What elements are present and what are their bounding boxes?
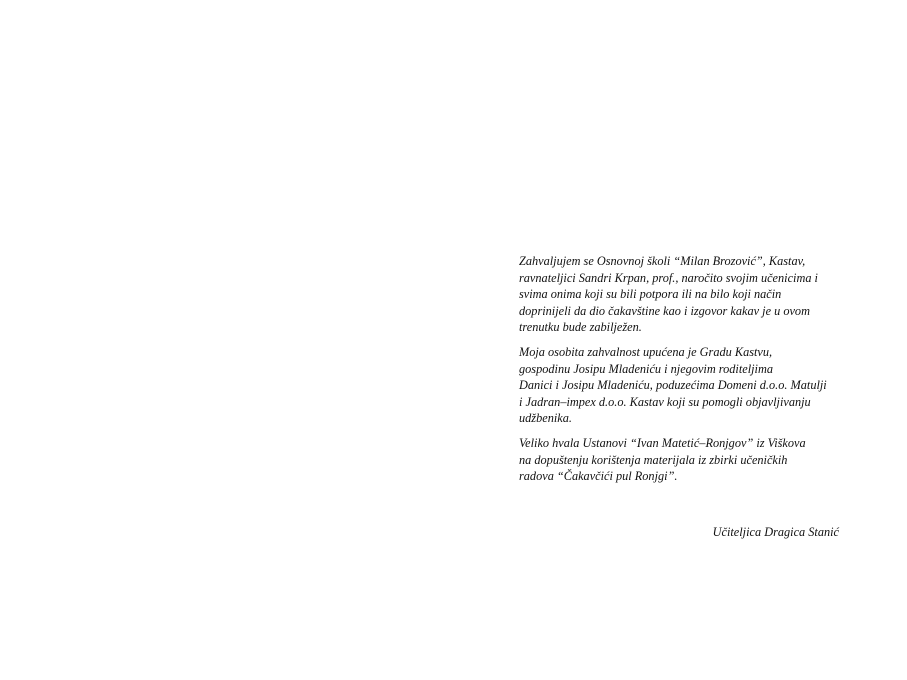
- text-line: Zahvaljujem se Osnovnoj školi “Milan Brozović”, Kastav,: [519, 254, 806, 268]
- text-line: doprinijeli da dio čakavštine kao i izgovor kakav je u ovom: [519, 303, 810, 318]
- text-line: gospodinu Josipu Mladeniću i njegovim roditeljima: [519, 361, 773, 376]
- text-line: i Jadran–impex d.o.o. Kastav koji su pomogli objavljivanju: [519, 394, 811, 409]
- acknowledgement-paragraph-2: [519, 344, 849, 427]
- text-line: udžbenika.: [519, 411, 572, 426]
- text-line: trenutku bude zabilježen.: [519, 320, 642, 335]
- acknowledgement-paragraph-3: [519, 435, 849, 485]
- text-line: svima onima koji su bili potpora ili na bilo koji način: [519, 287, 782, 302]
- text-line: radova “Čakavčići pul Ronjgi”.: [519, 469, 678, 484]
- signature: Učiteljica Dragica Stanić: [712, 525, 839, 539]
- text-line: ravnateljici Sandri Krpan, prof., naročito svojim učenicima i: [519, 270, 818, 285]
- acknowledgements-text: [519, 253, 849, 493]
- text-line: Veliko hvala Ustanovi “Ivan Matetić–Ronjgov” iz Viškova: [519, 435, 806, 450]
- text-line: Moja osobita zahvalnost upućena je Gradu Kastvu,: [519, 344, 773, 359]
- text-line: Danici i Josipu Mladeniću, poduzećima Domeni d.o.o. Matulji: [519, 378, 827, 393]
- text-line: na dopuštenju korištenja materijala iz zbirki učeničkih: [519, 452, 788, 467]
- acknowledgement-paragraph-1: [519, 253, 849, 336]
